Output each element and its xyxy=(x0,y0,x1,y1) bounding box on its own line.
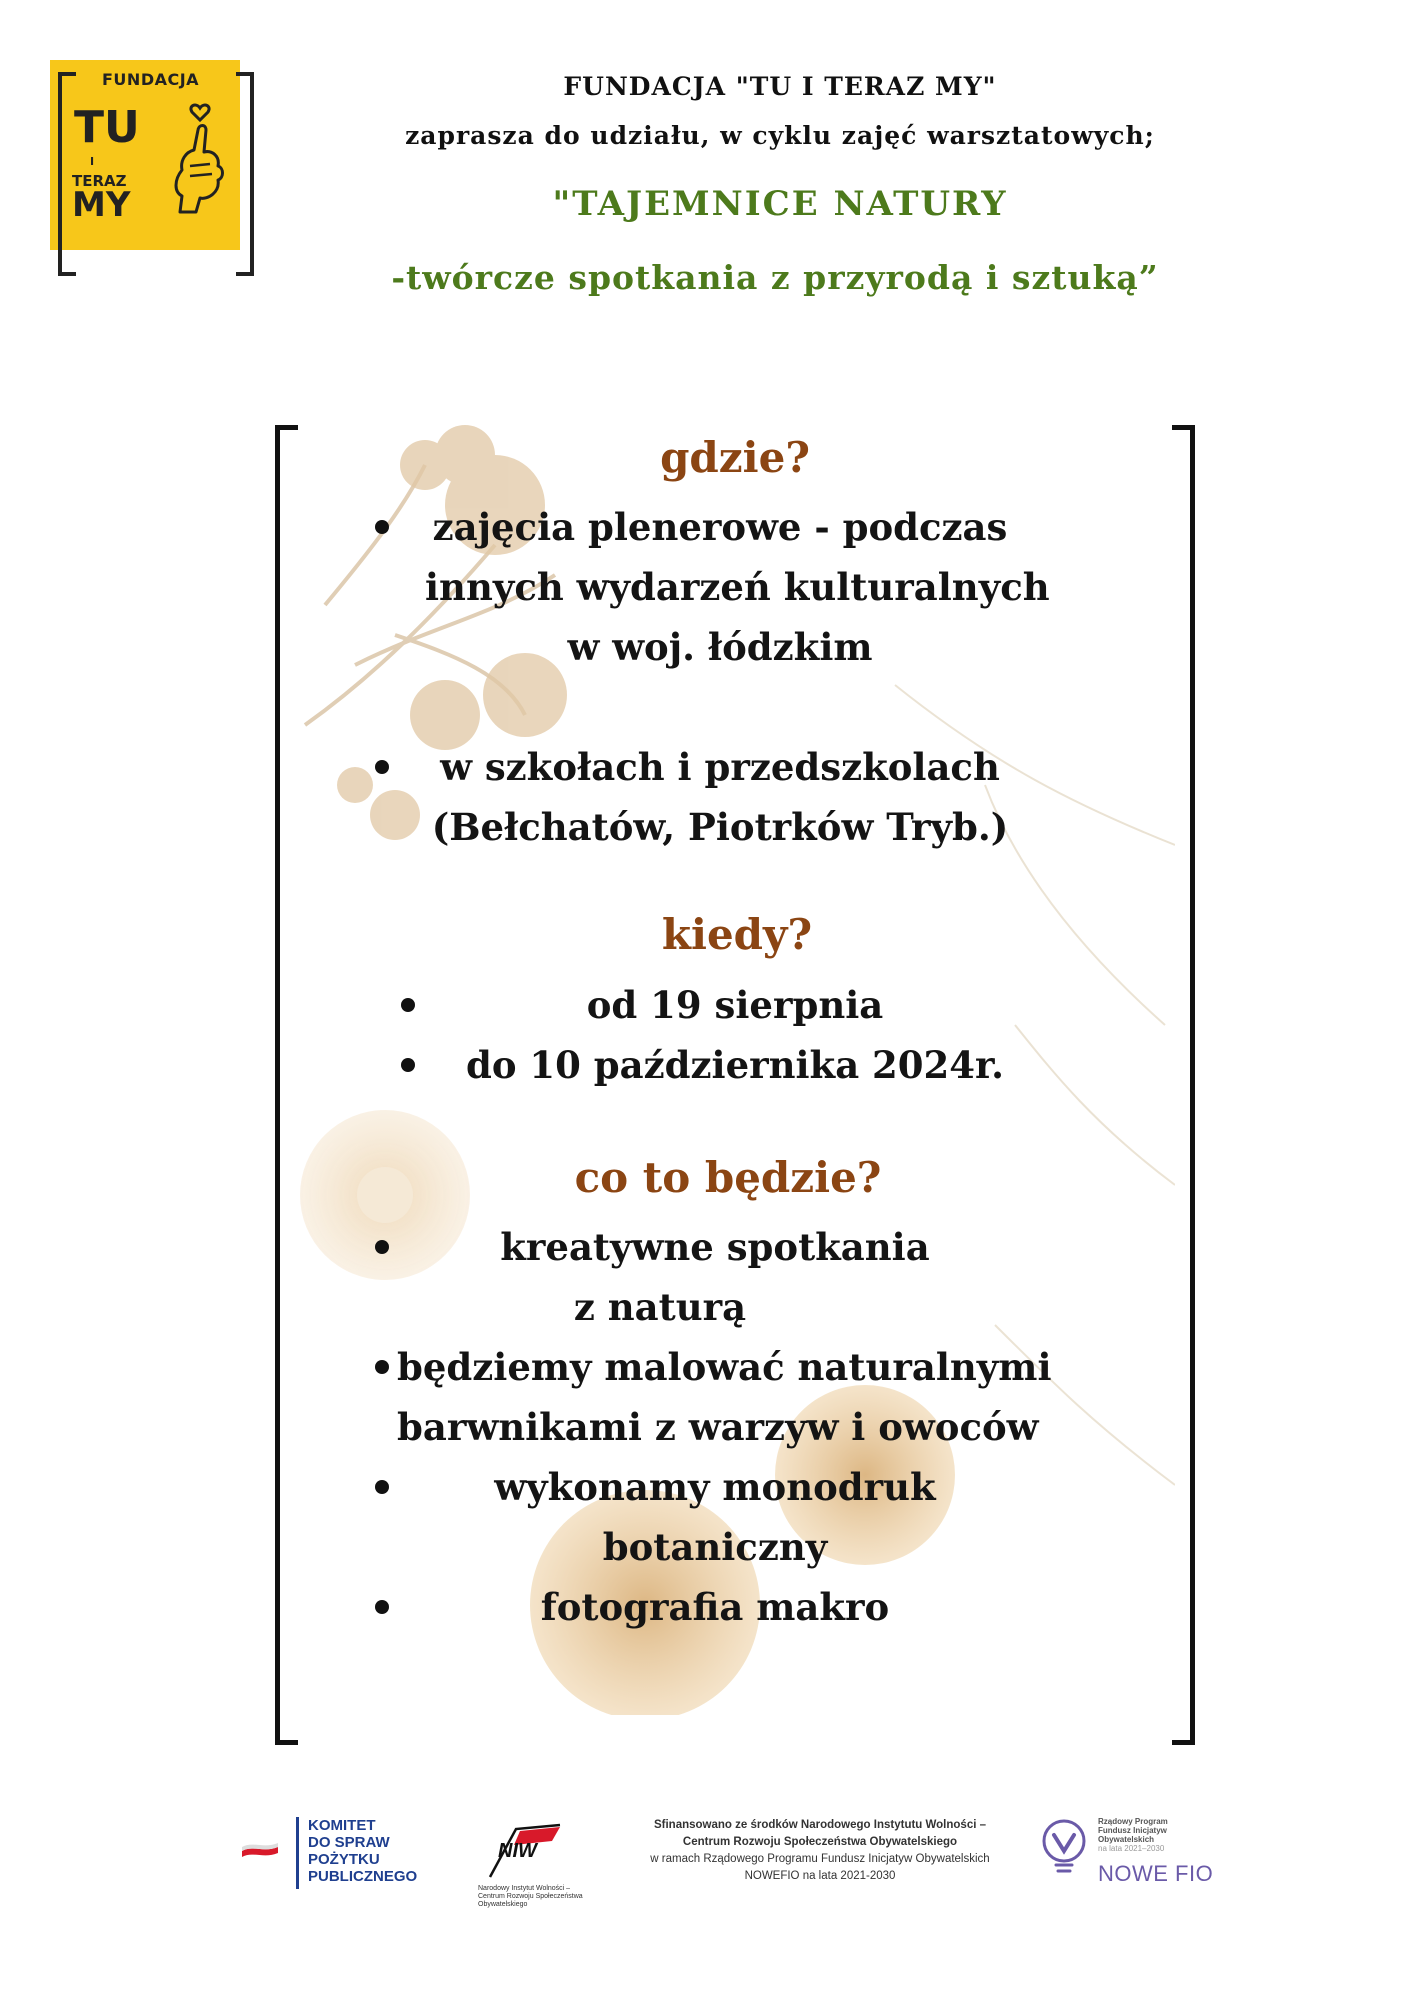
item-line: barwnikami z warzyw i owoców xyxy=(397,1405,1039,1449)
logo-text-fundacja: FUNDACJA xyxy=(102,70,200,89)
section-heading-when: kiedy? xyxy=(661,910,813,959)
bullet-icon xyxy=(401,998,415,1012)
financing-line: Sfinansowano ze środków Narodowego Instytutu Wolności – xyxy=(653,1819,987,1831)
item-line: botaniczny xyxy=(602,1525,828,1569)
komitet-divider xyxy=(296,1817,299,1889)
logo-text-my: MY xyxy=(72,185,131,225)
komitet-line: KOMITET xyxy=(308,1817,376,1834)
item-line: będziemy malować naturalnymi xyxy=(397,1345,1052,1389)
logo-text-tu: TU xyxy=(74,102,140,153)
foundation-logo xyxy=(50,60,260,270)
niw-small-text: Narodowy Instytut Wolności – Centrum Rozwoju Społeczeństwa Obywatelskiego xyxy=(478,1885,583,1908)
event-subtitle: -twórcze spotkania z przyrodą i sztuką” xyxy=(391,258,1159,297)
komitet-line: PUBLICZNEGO xyxy=(308,1868,418,1885)
item-line: (Bełchatów, Piotrków Tryb.) xyxy=(431,805,1009,849)
bullet-icon xyxy=(375,520,389,534)
item-line: wykonamy monodruk xyxy=(494,1465,936,1509)
invitation-text: zaprasza do udziału, w cyklu zajęć warsztatowych; xyxy=(405,121,1155,150)
event-title: "TAJEMNICE NATURY xyxy=(552,184,1008,224)
item-line: zajęcia plenerowe - podczas xyxy=(432,505,1008,549)
logo-text-teraz: TERAZ xyxy=(72,172,127,190)
content-frame xyxy=(275,425,1195,1735)
komitet-line: POŻYTKU xyxy=(308,1851,380,1868)
komitet-logo-text xyxy=(308,1817,417,1885)
item-line: z naturą xyxy=(573,1285,747,1329)
item-line: innych wydarzeń kulturalnych xyxy=(425,565,1050,609)
bullet-icon xyxy=(375,1480,389,1494)
section-heading-where: gdzie? xyxy=(660,433,810,482)
item-line: w szkołach i przedszkolach xyxy=(440,745,1000,789)
nowe-fio-logo-text: NOWE FIO xyxy=(1098,1861,1214,1886)
nowe-fio-bulb-icon xyxy=(1040,1819,1088,1879)
section-heading-what: co to będzie? xyxy=(574,1153,882,1202)
item-line: od 19 sierpnia xyxy=(586,983,884,1027)
bullet-icon xyxy=(375,1600,389,1614)
fio-line: Fundusz Inicjatyw xyxy=(1098,1826,1167,1835)
fio-line: Rządowy Program xyxy=(1098,1817,1168,1826)
nowe-fio-program-text xyxy=(1098,1817,1188,1853)
bullet-icon xyxy=(401,1058,415,1072)
finger-heart-hand-icon xyxy=(160,100,240,230)
fio-line: Obywatelskich xyxy=(1098,1835,1155,1844)
bullet-icon xyxy=(375,1240,389,1254)
header xyxy=(260,72,1300,297)
logo-text-i: I xyxy=(90,155,95,168)
frame-bracket-left xyxy=(275,425,298,1745)
item-line: fotografia makro xyxy=(540,1585,890,1629)
komitet-line: DO SPRAW xyxy=(308,1834,390,1851)
item-line: do 10 października 2024r. xyxy=(465,1043,1005,1087)
fio-line: na lata 2021–2030 xyxy=(1098,1844,1165,1853)
niw-logo-text: NIW xyxy=(498,1840,537,1862)
item-line: w woj. łódzkim xyxy=(567,625,873,669)
organization-name: FUNDACJA "TU I TERAZ MY" xyxy=(563,72,997,101)
sponsors-footer xyxy=(0,1805,1414,1915)
financing-statement xyxy=(620,1817,1020,1885)
bullet-icon xyxy=(375,1360,389,1374)
financing-line: w ramach Rządowego Programu Fundusz Inicjatyw Obywatelskich xyxy=(650,1853,990,1865)
frame-bracket-right xyxy=(1172,425,1195,1745)
financing-line: NOWEFIO na lata 2021-2030 xyxy=(744,1870,896,1882)
item-line: kreatywne spotkania xyxy=(500,1225,930,1269)
bullet-icon xyxy=(375,760,389,774)
polish-flag-icon xyxy=(240,1843,280,1861)
financing-line: Centrum Rozwoju Społeczeństwa Obywatelskiego xyxy=(682,1836,958,1848)
